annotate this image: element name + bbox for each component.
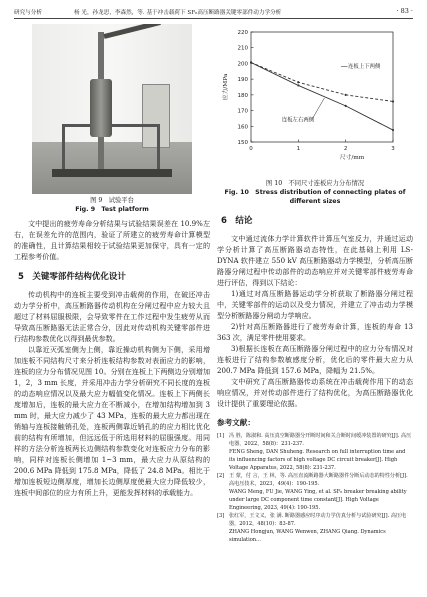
reference-number: [217, 448, 229, 472]
reference-number: [217, 488, 229, 512]
header-citation: 杨 光，孙龙思，李森然，等. 基于冲击载荷下 SF₆高压断路器关键零部件动力学分析: [74, 10, 282, 16]
reference-item: [217, 472, 413, 488]
reference-text: FENG Sheng, DAN Shuheng. Research on full interruption time and its influencing factors of high voltage DC circuit breaker[J]. High Voltage Apparatus, 2022, 58(8): 231-237.: [229, 449, 406, 472]
left-column: [14, 24, 210, 498]
series-2-point: [250, 61, 252, 63]
paragraph-structure-intro: 传动机构中的连板主要受到冲击载荷的作用，在破还冲击动力学分析中，高压断路器传动机构在分闸过程中应力较大且超过了材料屈服极限，会导致零件在工作过程中发生疲劳从而导致高压断路器无法正常合分，因此对传动机构关键零部件进行结构参数优化以得到最优参数。: [14, 290, 210, 343]
y-tick-label: 200: [237, 61, 248, 68]
legend-label-series-2: 连板左右两侧: [281, 117, 315, 124]
reference-text: 冯 胜，陈淑和. 高压真空断路器分开断时间和关合断时间缓冲装置的研究[J]. 高压电器，2022，58(8)：231-237.: [229, 433, 412, 448]
y-tick-label: 180: [237, 92, 248, 99]
running-header: [14, 6, 413, 19]
series-1-point: [345, 105, 347, 107]
x-tick-label: 1: [296, 146, 301, 152]
paragraph-conclusion-summary: 文中研究了高压断路器传动系统在冲击载荷作用下的动态响应情况，并对传动部件进行了结构优化，为高压断路器优化设计提供了重要理论依据。: [217, 377, 413, 409]
stress-chart: [217, 24, 413, 196]
conclusion-item-1: 1)通过对高压断路器运动学分析获取了断路器分闸过程中，关键零部件的运动以及受力情况，并建立了冲击动力学模型分析断路器分闸动力学响应。: [217, 289, 413, 321]
figure10-caption-en: Fig. 10 Stress distribution of connecting plates of different sizes: [224, 188, 406, 205]
reference-number: [1]: [217, 433, 225, 440]
series-2-point: [345, 94, 347, 96]
test-platform-photo: [32, 24, 192, 194]
reference-text: ZHANG Hongjun, WANG Wenwen, ZHANG Qiang. Dynamics simulation...: [229, 529, 386, 544]
reference-item: [217, 432, 413, 448]
reference-item: [217, 528, 413, 544]
paragraph-validation: 文中提出的疲劳寿命分析结果与试验结果误差在 10.9%左右，在误差允许的范围内，验证了所建立的疲劳寿命计算模型的准确性，且计算结果相较于试验结果更加保守，具有一定的工程参考价值。: [14, 219, 210, 261]
references-list: [217, 432, 413, 544]
x-tick-label: 2: [343, 146, 348, 152]
legend-label-series-1: 连板上下两侧: [348, 64, 381, 71]
y-tick-label: 170: [237, 108, 248, 115]
figure9-caption-en: Fig. 9 Test platform: [75, 205, 149, 213]
conclusion-item-2: 2)针对高压断路器进行了疲劳寿命计算，连板的寿命 13 363 次，满足零件使用要求。: [217, 322, 413, 343]
reference-number: [217, 528, 229, 544]
x-axis-label: 尺寸/mm: [339, 155, 365, 161]
stress-chart-svg: [217, 24, 413, 174]
reference-item: [217, 488, 413, 512]
section-5-heading: 5 关键零部件结构优化设计: [18, 272, 126, 282]
series-line-1: [251, 62, 393, 130]
series-2-point: [392, 100, 394, 102]
y-tick-label: 160: [237, 124, 248, 131]
reference-number: [2]: [217, 473, 225, 480]
y-tick-label: 210: [237, 45, 248, 52]
paragraph-optimization: 以靠近灭弧室侧为上侧，靠近操动机构侧为下侧，采用增加连板不同结构尺寸来分析连板结构参数对表面应力的影响，连板的应力分布情况见图 10。分别在连板上下两侧边分别增加 1，2，3 mm 长度，并采用冲击力学分析研究不同长度的连板的动态响应情况以及最大应力幅值变化情况。连板上下两侧长度增加后，连板的最大应力在不断减小，在增加结构增加到 3 mm 时，最大应力减少了 43 MPa，连板的最大应力都出现在销轴与连板接触销孔处，连板两侧靠近销孔的的应力相比优化前的结构有所增加，但远远低于所选用材料的屈服强度。用同样的方法分析连板两长边侧结构参数变化对连板应力分布的影响，同样对连板长侧增加 1~3 mm，最大应力从原结构的 200.6 MPa 降低到 175.8 MPa，降低了 24.8 MPa。相比于增加连板短边侧厚度，增加长边侧厚度使最大应力降低较少，连板中间部位的应力有所上升，更能发挥材料的承载能力。: [14, 345, 210, 497]
series-1-point: [392, 129, 394, 131]
y-axis-label: 应力/MPa: [223, 73, 229, 101]
y-tick-label: 150: [237, 140, 248, 146]
conclusion-item-3: 3)根据长连板在高压断路器分闸过程中的应力分布情况对连板进行了结构参数敏感度分析，优化后的零件最大应力从 200.7 MPa 降低到 157.6 MPa，降幅为 21.5%。: [217, 344, 413, 376]
reference-item: [217, 448, 413, 472]
series-1-point: [297, 84, 299, 86]
figure9-caption-cn: 图 9 试验平台: [90, 197, 134, 204]
reference-text: 王 蒙，付 言，王 林，等. 高压直流断路器大断路器件分断后动态的特性分析[J]. 高电压技术，2023，49(4)：190-195.: [229, 473, 408, 488]
plot-frame: [251, 32, 393, 142]
figure9-caption: [14, 197, 210, 214]
section-6-heading: 6 结论: [221, 216, 253, 227]
references-heading: 参考文献：: [217, 418, 255, 428]
series-2-point: [297, 81, 299, 83]
figure10-caption-cn: 图 10 不同尺寸连板应力分布情况: [265, 180, 365, 187]
y-tick-label: 190: [237, 77, 248, 84]
reference-number: [3]: [217, 513, 225, 520]
paragraph-conclusion-intro: 文中通过流体力学计算软件计算压气室反力，并通过运动学分析计算了高压断路器动态特性，在此基础上利用 LS-DYNA 软件建立 550 kV 高压断路器动力学模型，分析高压断路器分闸过程中传动部件的动态响应并对关键零部件疲劳寿命进行评估，得到以下结论：: [217, 234, 413, 288]
y-tick-label: 220: [237, 30, 248, 36]
page-number: · 83 ·: [396, 7, 413, 15]
reference-text: WANG Meng, FU Jie, WANG Ying, et al. SF₆ breaker breaking ability under large DC component time constant[J]. High Voltage Engineering, 2023, 49(4): 190-195.: [229, 489, 407, 512]
journal-section-label: 研究与分析: [14, 10, 42, 16]
x-tick-label: 0: [249, 146, 253, 152]
x-tick-label: 3: [391, 146, 395, 152]
right-column: [217, 24, 413, 544]
reference-text: 张红军，王文义，张 满. 断路器感应时序动力学仿真分析与试验研究[J]. 高压电器，2012，48(10)：83-87.: [229, 513, 407, 528]
legend-pointer-2: [313, 98, 325, 118]
reference-item: [217, 512, 413, 528]
